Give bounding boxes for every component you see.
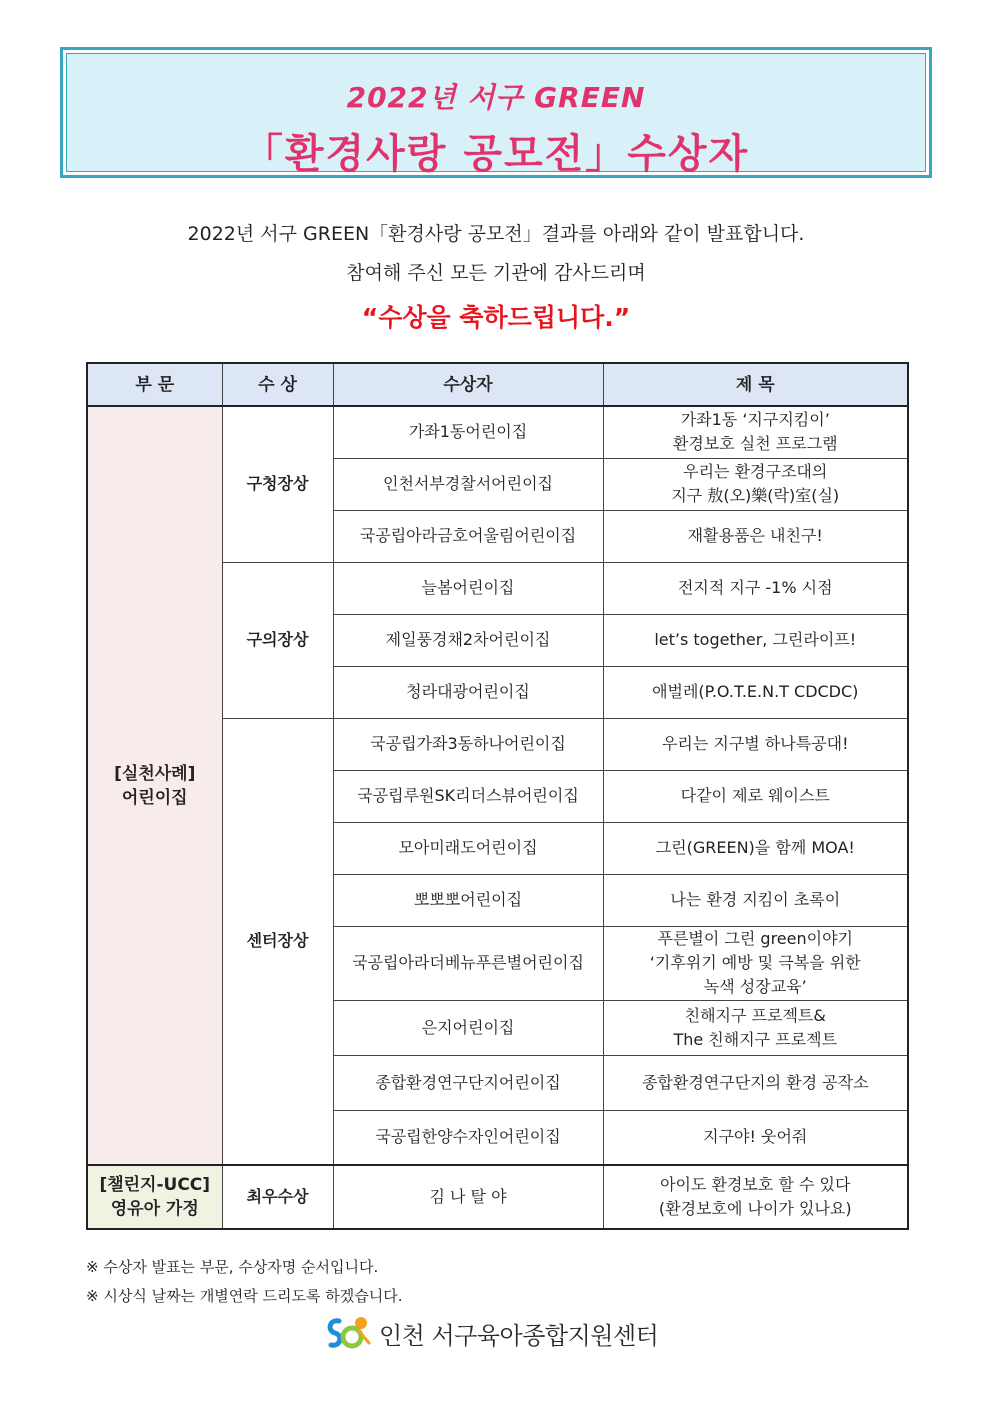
department-challenge-line1: [챌린지-UCC]	[99, 1175, 211, 1195]
notes	[86, 1253, 403, 1311]
winner-cell: 국공립한양수자인어린이집	[333, 1110, 603, 1165]
title-banner-inner	[66, 53, 926, 177]
winner-cell: 국공립아라금호어울림어린이집	[333, 510, 603, 562]
header-award: 수 상	[222, 363, 333, 406]
title-line: (환경보호에 나이가 있나요)	[658, 1199, 852, 1218]
title-cell: 지구야! 웃어줘	[603, 1110, 908, 1165]
title-banner	[60, 47, 932, 178]
title-cell: 종합환경연구단지의 환경 공작소	[603, 1055, 908, 1110]
winner-cell: 늘봄어린이집	[333, 562, 603, 614]
winner-cell: 국공립아라더베뉴푸른별어린이집	[333, 926, 603, 1000]
title-line: 녹색 성장교육’	[703, 977, 807, 996]
winner-cell: 인천서부경찰서어린이집	[333, 458, 603, 510]
winner-cell: 모아미래도어린이집	[333, 822, 603, 874]
title-line: 지구 敖(오)樂(락)室(실)	[671, 486, 840, 505]
department-challenge-line2: 영유아 가정	[110, 1199, 199, 1219]
department-practice-cell	[87, 406, 222, 1165]
title-cell: 재활용품은 내친구!	[603, 510, 908, 562]
title-cell: 나는 환경 지킴이 초록이	[603, 874, 908, 926]
title-line: The 친해지구 프로젝트	[673, 1029, 838, 1049]
winner-cell: 청라대광어린이집	[333, 666, 603, 718]
title-cell	[603, 926, 908, 1000]
intro-line-1: 2022년 서구 GREEN「환경사랑 공모전」결과를 아래와 같이 발표합니다.	[187, 223, 805, 245]
title-line: 친해지구 프로젝트&	[684, 1005, 826, 1025]
table-row	[87, 406, 908, 458]
title-cell: 전지적 지구 -1% 시점	[603, 562, 908, 614]
banner-title: 「환경사랑 공모전」수상자	[242, 131, 750, 177]
note-order: ※ 수상자 발표는 부문, 수상자명 순서입니다.	[86, 1258, 379, 1276]
awards-table	[86, 362, 909, 1230]
title-cell: 애벌레(P.O.T.E.N.T CDCDC)	[603, 666, 908, 718]
winner-cell: 은지어린이집	[333, 1000, 603, 1055]
award-district-mayor: 구청장상	[222, 406, 333, 562]
department-practice-line1: [실천사례]	[114, 763, 196, 784]
title-cell	[603, 406, 908, 458]
winner-cell: 가좌1동어린이집	[333, 406, 603, 458]
winner-cell: 김 나 탈 야	[333, 1165, 603, 1229]
intro-line-2: 참여해 주신 모든 기관에 감사드리며	[346, 262, 646, 284]
header-department: 부 문	[87, 363, 222, 406]
title-line: 가좌1동 ‘지구지킴이’	[680, 410, 830, 430]
title-line: 환경보호 실천 프로그램	[672, 434, 838, 454]
title-cell: 우리는 지구별 하나특공대!	[603, 718, 908, 770]
winner-cell: 국공립루원SK리더스뷰어린이집	[333, 770, 603, 822]
title-cell	[603, 1000, 908, 1055]
department-practice-line2: 어린이집	[121, 787, 188, 808]
header-title: 제 목	[603, 363, 908, 406]
footer-logo	[325, 1313, 658, 1353]
award-center-director: 센터장상	[222, 718, 333, 1165]
winner-cell: 뽀뽀뽀어린이집	[333, 874, 603, 926]
title-line: ‘기후위기 예방 및 극복을 위한	[649, 953, 861, 972]
winner-cell: 국공립가좌3동하나어린이집	[333, 718, 603, 770]
congratulations-text: “수상을 축하드립니다.”	[361, 303, 631, 332]
title-cell: let’s together, 그린라이프!	[603, 614, 908, 666]
title-cell	[603, 1165, 908, 1229]
title-cell: 그린(GREEN)을 함께 MOA!	[603, 822, 908, 874]
winner-cell: 제일풍경채2차어린이집	[333, 614, 603, 666]
title-cell: 다같이 제로 웨이스트	[603, 770, 908, 822]
header-winner: 수상자	[333, 363, 603, 406]
banner-subtitle: 2022년 서구 GREEN	[346, 81, 646, 114]
table-row	[87, 1165, 908, 1229]
award-grand-prize: 최우수상	[222, 1165, 333, 1229]
center-logo-icon	[325, 1313, 373, 1353]
award-council-chair: 구의장상	[222, 562, 333, 718]
winner-cell: 종합환경연구단지어린이집	[333, 1055, 603, 1110]
title-cell	[603, 458, 908, 510]
title-line: 푸른별이 그린 green이야기	[657, 929, 853, 948]
department-challenge-cell	[87, 1165, 222, 1229]
title-line: 우리는 환경구조대의	[683, 462, 828, 481]
title-line: 아이도 환경보호 할 수 있다	[660, 1175, 851, 1194]
note-ceremony: ※ 시상식 날짜는 개별연락 드리도록 하겠습니다.	[86, 1287, 403, 1305]
center-name: 인천 서구육아종합지원센터	[379, 1321, 659, 1350]
